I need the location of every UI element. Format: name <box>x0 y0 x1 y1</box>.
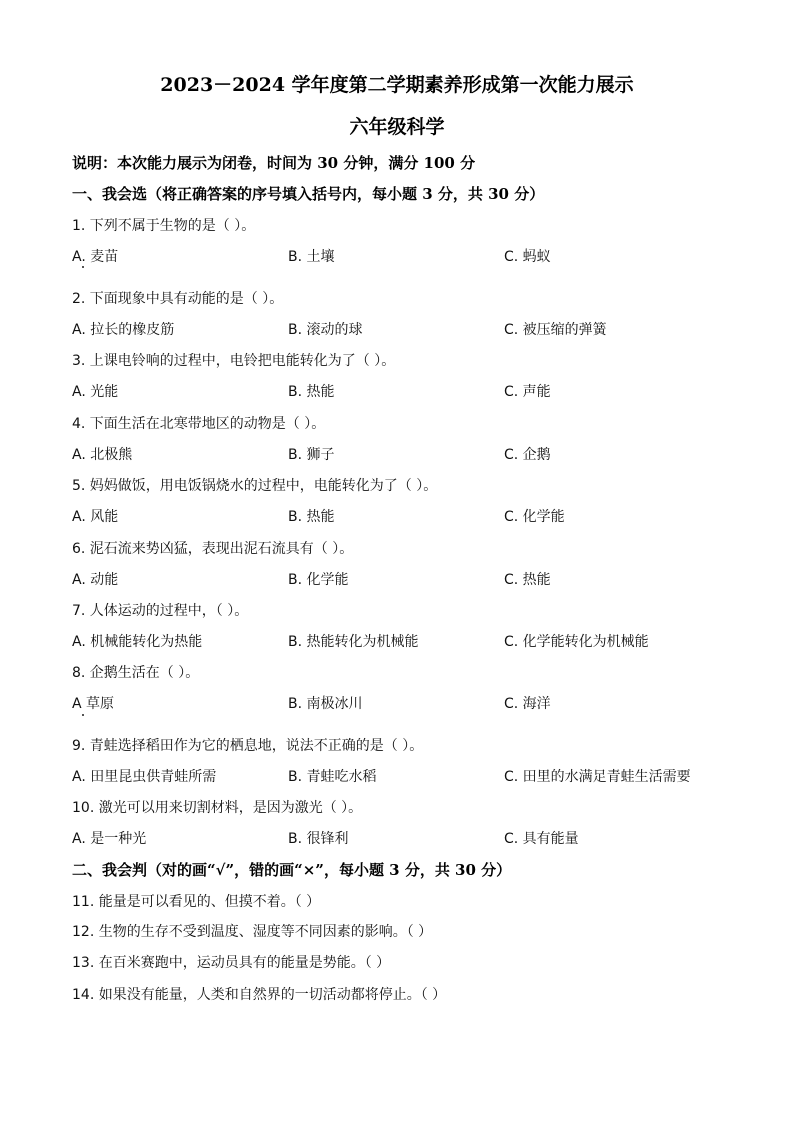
question-7-option-a: A. 机械能转化为热能 <box>72 634 203 650</box>
question-5-option-c: C. 化学能 <box>504 509 565 525</box>
scan-dot <box>82 714 84 716</box>
exam-instructions: 说明：本次能力展示为闭卷，时间为 30 分钟，满分 100 分 <box>72 154 476 172</box>
question-9-option-c: C. 田里的水满足青蛙生活需要 <box>504 769 691 785</box>
question-10: 10. 激光可以用来切割材料，是因为激光（ ）。 <box>72 800 363 816</box>
exam-title: 2023－2024 学年度第二学期素养形成第一次能力展示 <box>160 74 634 96</box>
question-3: 3. 上课电铃响的过程中，电铃把电能转化为了（ ）。 <box>72 353 396 369</box>
exam-subtitle: 六年级科学 <box>349 116 445 138</box>
question-4-option-b: B. 狮子 <box>288 447 335 463</box>
question-1: 1. 下列不属于生物的是（ ）。 <box>72 218 256 234</box>
question-2-option-a: A. 拉长的橡皮筋 <box>72 322 175 338</box>
question-4: 4. 下面生活在北寒带地区的动物是（ ）。 <box>72 416 326 432</box>
question-11: 11. 能量是可以看见的、但摸不着。（ ） <box>72 894 321 910</box>
question-8: 8. 企鹅生活在（ ）。 <box>72 665 200 681</box>
question-5: 5. 妈妈做饭，用电饭锅烧水的过程中，电能转化为了（ ）。 <box>72 478 438 494</box>
question-2-option-b: B. 滚动的球 <box>288 322 363 338</box>
question-9-option-a: A. 田里昆虫供青蛙所需 <box>72 769 217 785</box>
question-1-option-a: A. 麦苗 <box>72 249 119 265</box>
section-1-heading: 一、我会选（将正确答案的序号填入括号内，每小题 3 分，共 30 分） <box>72 185 545 203</box>
question-7: 7. 人体运动的过程中，（ ）。 <box>72 603 249 619</box>
question-2: 2. 下面现象中具有动能的是（ ）。 <box>72 291 284 307</box>
question-4-option-c: C. 企鹅 <box>504 447 551 463</box>
question-6: 6. 泥石流来势凶猛，表现出泥石流具有（ ）。 <box>72 541 354 557</box>
question-14: 14. 如果没有能量，人类和自然界的一切活动都将停止。（ ） <box>72 987 447 1003</box>
question-6-option-b: B. 化学能 <box>288 572 349 588</box>
question-12: 12. 生物的生存不受到温度、湿度等不同因素的影响。（ ） <box>72 924 433 940</box>
question-13: 13. 在百米赛跑中，运动员具有的能量是势能。（ ） <box>72 955 391 971</box>
question-3-option-b: B. 热能 <box>288 384 335 400</box>
question-9-option-b: B. 青蛙吃水稻 <box>288 769 377 785</box>
question-10-option-c: C. 具有能量 <box>504 831 579 847</box>
question-3-option-c: C. 声能 <box>504 384 551 400</box>
question-10-option-a: A. 是一种光 <box>72 831 147 847</box>
question-8-option-c: C. 海洋 <box>504 696 551 712</box>
question-6-option-c: C. 热能 <box>504 572 551 588</box>
question-2-option-c: C. 被压缩的弹簧 <box>504 322 607 338</box>
question-6-option-a: A. 动能 <box>72 572 119 588</box>
question-9: 9. 青蛙选择稻田作为它的栖息地，说法不正确的是（ ）。 <box>72 738 424 754</box>
section-2-heading: 二、我会判（对的画“√”，错的画“×”，每小题 3 分，共 30 分） <box>72 861 512 879</box>
question-8-option-a: A 草原 <box>72 696 115 712</box>
scan-dot <box>82 266 84 268</box>
question-1-option-b: B. 土壤 <box>288 249 335 265</box>
question-3-option-a: A. 光能 <box>72 384 119 400</box>
question-7-option-c: C. 化学能转化为机械能 <box>504 634 649 650</box>
question-5-option-b: B. 热能 <box>288 509 335 525</box>
question-5-option-a: A. 风能 <box>72 509 119 525</box>
question-1-option-c: C. 蚂蚁 <box>504 249 551 265</box>
question-4-option-a: A. 北极熊 <box>72 447 133 463</box>
question-7-option-b: B. 热能转化为机械能 <box>288 634 419 650</box>
question-10-option-b: B. 很锋利 <box>288 831 349 847</box>
question-8-option-b: B. 南极冰川 <box>288 696 363 712</box>
